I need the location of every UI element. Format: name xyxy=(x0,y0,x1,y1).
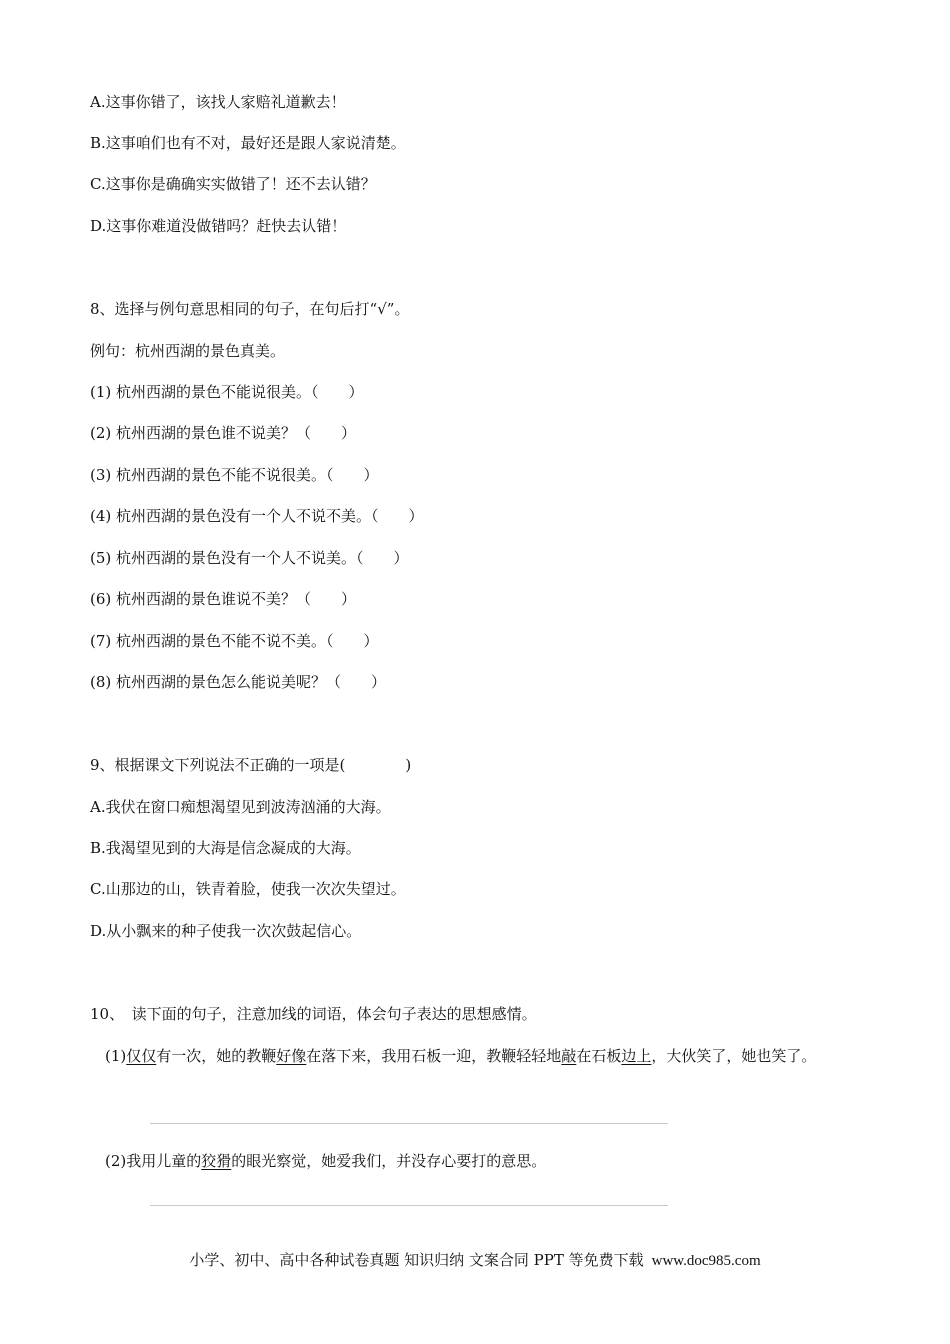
page-footer xyxy=(0,1250,950,1271)
q7-option-b: B.这事咱们也有不对，最好还是跟人家说清楚。 xyxy=(90,134,406,152)
text-segment: (1) xyxy=(90,1047,127,1065)
q8-item: (4) 杭州西湖的景色没有一个人不说不美。（ ） xyxy=(90,507,424,525)
q8-item: (3) 杭州西湖的景色不能不说很美。（ ） xyxy=(90,466,379,484)
answer-line[interactable] xyxy=(150,1205,668,1206)
text-segment: ，大伙笑了，她也笑了。 xyxy=(651,1047,817,1065)
q8-title: 8、选择与例句意思相同的句子，在句后打“√”。 xyxy=(90,300,410,318)
text-segment: 在石板 xyxy=(576,1047,622,1065)
text-segment: 的眼光察觉，她爱我们，并没存心要打的意思。 xyxy=(231,1152,547,1170)
q9-option-c: C.山那边的山，铁青着脸，使我一次次失望过。 xyxy=(90,880,406,898)
underlined-word: 狡猾 xyxy=(201,1152,232,1170)
underlined-word: 好像 xyxy=(276,1047,307,1065)
underlined-word: 仅仅 xyxy=(126,1047,157,1065)
q8-item: (1) 杭州西湖的景色不能说很美。（ ） xyxy=(90,383,364,401)
q7-option-c: C.这事你是确确实实做错了！还不去认错？ xyxy=(90,175,376,193)
q8-item: (8) 杭州西湖的景色怎么能说美呢？（ ） xyxy=(90,673,387,691)
underlined-word: 敲 xyxy=(561,1047,577,1065)
q7-option-d: D.这事你难道没做错吗？赶快去认错！ xyxy=(90,217,347,235)
q10-sentence-1 xyxy=(90,1045,860,1067)
q7-option-a: A.这事你错了，该找人家赔礼道歉去！ xyxy=(90,93,346,111)
text-segment: 有一次，她的教鞭 xyxy=(156,1047,277,1065)
q8-example: 例句：杭州西湖的景色真美。 xyxy=(90,342,286,360)
q9-option-d: D.从小飘来的种子使我一次次鼓起信心。 xyxy=(90,922,362,940)
text-segment: (2)我用儿童的 xyxy=(90,1152,202,1170)
footer-url[interactable]: www.doc985.com xyxy=(651,1253,761,1269)
underlined-word: 边上 xyxy=(621,1047,652,1065)
answer-line[interactable] xyxy=(150,1123,668,1124)
q10-sentence-2 xyxy=(90,1150,860,1172)
q8-item: (6) 杭州西湖的景色谁说不美？（ ） xyxy=(90,590,357,608)
q9-title: 9、根据课文下列说法不正确的一项是( ) xyxy=(90,756,412,774)
footer-text: 小学、初中、高中各种试卷真题 知识归纳 文案合同 PPT 等免费下载 xyxy=(189,1251,644,1269)
q9-option-b: B.我渴望见到的大海是信念凝成的大海。 xyxy=(90,839,361,857)
q8-item: (7) 杭州西湖的景色不能不说不美。（ ） xyxy=(90,632,379,650)
text-segment: 在落下来，我用石板一迎，教鞭轻轻地 xyxy=(306,1047,562,1065)
q8-item: (5) 杭州西湖的景色没有一个人不说美。（ ） xyxy=(90,549,409,567)
q9-option-a: A.我伏在窗口痴想渴望见到波涛汹涌的大海。 xyxy=(90,798,391,816)
q8-item: (2) 杭州西湖的景色谁不说美？（ ） xyxy=(90,424,357,442)
q10-title: 10、 读下面的句子，注意加线的词语，体会句子表达的思想感情。 xyxy=(90,1005,537,1023)
